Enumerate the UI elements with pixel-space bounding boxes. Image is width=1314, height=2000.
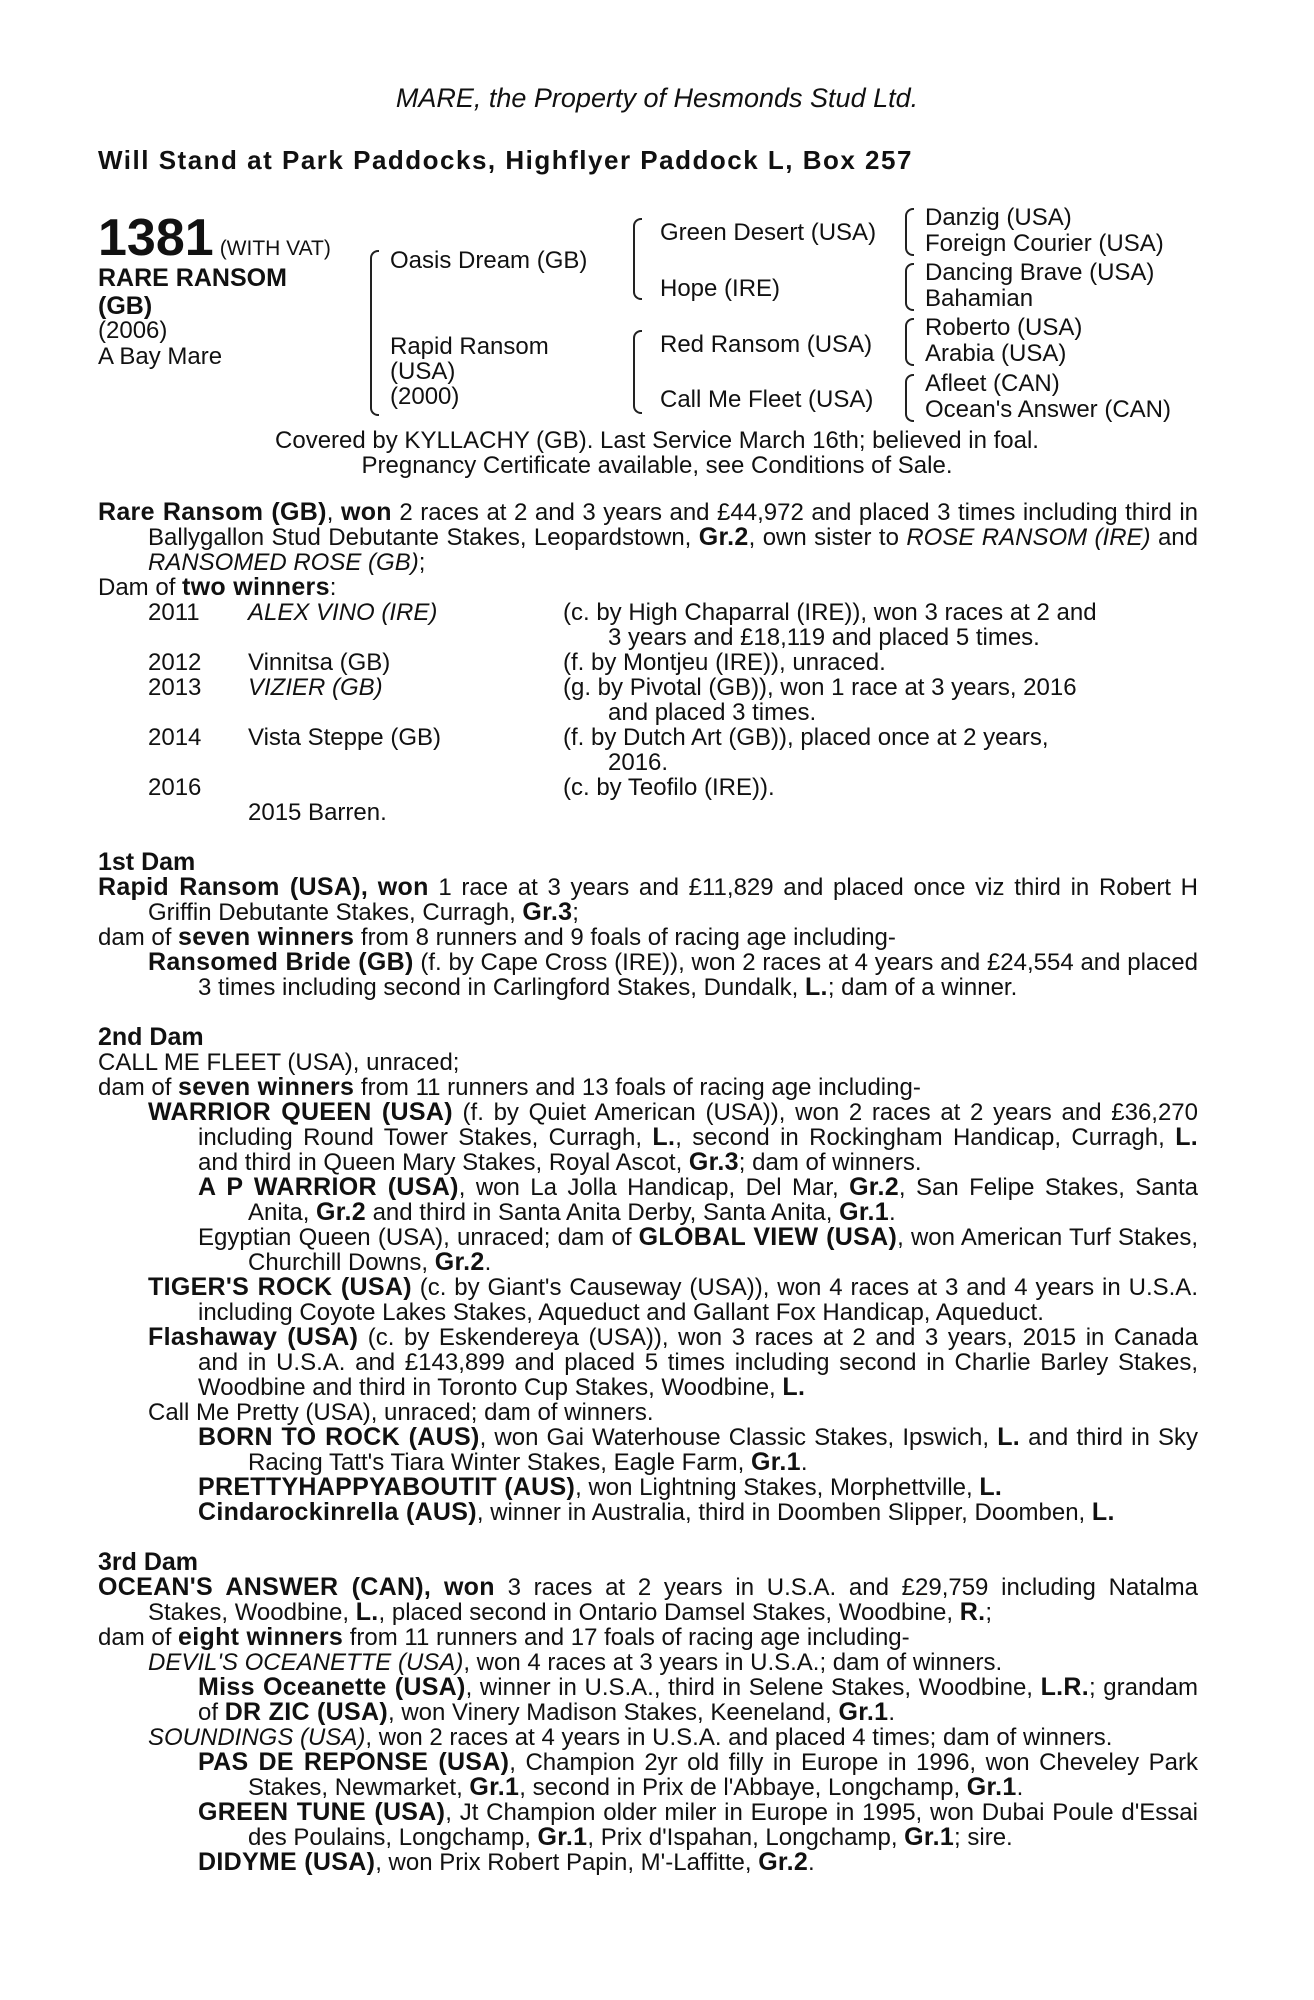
born-to-rock-text3: . <box>800 1449 808 1476</box>
tigers-rock-name: TIGER'S ROCK (USA) <box>148 1273 412 1301</box>
intro-won: won <box>340 498 392 526</box>
third-dam-damof-text: dam of <box>98 1624 179 1651</box>
devils-oceanette-name: DEVIL'S OCEANETTE (USA) <box>148 1649 464 1676</box>
warrior-queen-name: WARRIOR QUEEN (USA) <box>148 1098 453 1126</box>
third-dam-text2: , placed second in Ontario Damsel Stakes, Woodbine, <box>378 1599 960 1626</box>
prettyhappy-entry <box>98 1475 1198 1500</box>
first-dam-winners: seven winners <box>178 923 355 951</box>
ss-parents-brace <box>905 208 914 256</box>
miss-oceanette-text2: ; grandam of <box>198 1674 1198 1726</box>
pedigree-dam-line2: (USA) <box>390 358 456 385</box>
prettyhappy-text1: , won Lightning Stakes, Morphettville, <box>575 1474 980 1501</box>
pas-de-reponse-text1: , Champion 2yr old filly in Europe in 1996, won Cheveley Park Stakes, Newmarket, <box>248 1749 1198 1801</box>
flashaway-entry <box>98 1325 1198 1400</box>
miss-oceanette-grade: Gr.1 <box>838 1698 889 1726</box>
cindarockinrella-entry <box>98 1500 1198 1525</box>
pedigree-dsd: Arabia (USA) <box>925 340 1067 367</box>
call-me-pretty-entry: Call Me Pretty (USA), unraced; dam of winners. <box>148 1399 654 1426</box>
pedigree-sire: Oasis Dream (GB) <box>390 247 588 274</box>
first-dam-grade: Gr.3 <box>522 898 573 926</box>
green-tune-text2: , Prix d'Ispahan, Longchamp, <box>587 1824 905 1851</box>
third-dam-listed: L. <box>355 1598 379 1626</box>
didyme-entry <box>98 1850 1198 1875</box>
second-dam-line1: CALL ME FLEET (USA), unraced; <box>98 1049 460 1076</box>
first-dam-foal <box>98 950 1198 1000</box>
green-tune-text1: , Jt Champion older miler in Europe in 1995, won Dubai Poule d'Essai des Poulains, Longchamp, <box>248 1799 1198 1851</box>
flashaway-text1: (c. by Eskendereya (USA)), won 3 races at 2 and 3 years, 2015 in Canada and in U.S.A. and £143,899 and placed 5 times including second in Charlie Barley Stakes, Woodbine and third in Toronto Cup Stakes, Woodbine, <box>198 1324 1198 1401</box>
pedigree-ss: Green Desert (USA) <box>660 219 877 246</box>
third-dam-text3: ; <box>985 1599 992 1626</box>
sire-parents-brace <box>633 218 642 300</box>
third-dam-text1: 3 races at 2 years in U.S.A. and £29,759 including Natalma Stakes, Woodbine, <box>148 1574 1198 1626</box>
covered-note <box>0 428 1314 478</box>
third-dam-text4: from 11 runners and 17 foals of racing age including- <box>343 1624 910 1651</box>
pedigree-sss: Danzig (USA) <box>925 204 1072 231</box>
third-dam-won: won <box>443 1573 495 1601</box>
didyme-text2: . <box>808 1849 815 1876</box>
covered-line2: Pregnancy Certificate available, see Conditions of Sale. <box>361 452 953 479</box>
prettyhappy-name: PRETTYHAPPYABOUTIT (AUS) <box>198 1473 576 1501</box>
produce-year: 2016 <box>148 774 202 801</box>
pedigree-ssd: Foreign Courier (USA) <box>925 230 1164 257</box>
soundings-text1: , won 2 races at 4 years in U.S.A. and placed 4 times; dam of winners. <box>365 1724 1113 1751</box>
produce-year: 2012 <box>148 649 202 676</box>
born-to-rock-text2: and third in Sky Racing Tatt's Tiara Winter Stakes, Eagle Farm, <box>248 1424 1198 1476</box>
intro-horse-name: Rare Ransom (GB) <box>98 498 327 526</box>
dam-of-colon: : <box>329 574 337 601</box>
cindarockinrella-listed: L. <box>1091 1498 1115 1526</box>
pas-de-reponse-grade2: Gr.1 <box>966 1773 1017 1801</box>
first-dam-text2: ; <box>572 899 579 926</box>
produce-detail: (f. by Montjeu (IRE)), unraced. <box>563 649 886 676</box>
ap-warrior-text3: and third in Santa Anita Derby, Santa Anita, <box>365 1199 840 1226</box>
dr-zic-name: DR ZIC (USA) <box>224 1698 388 1726</box>
miss-oceanette-listed: L.R. <box>1040 1673 1089 1701</box>
horse-info <box>98 318 222 370</box>
second-dam-damof-text: dam of <box>98 1074 179 1101</box>
first-dam-foal-name: Ransomed Bride (GB) <box>148 948 414 976</box>
ap-warrior-name: A P WARRIOR (USA) <box>198 1173 459 1201</box>
produce-name: ALEX VINO (IRE) <box>248 599 438 626</box>
produce-year: 2014 <box>148 724 202 751</box>
ap-warrior-grade2: Gr.2 <box>316 1198 366 1226</box>
sire-dam-brace <box>370 250 379 416</box>
sd-parents-brace <box>905 263 914 311</box>
prettyhappy-listed: L. <box>979 1473 1003 1501</box>
cindarockinrella-name: Cindarockinrella (AUS) <box>198 1498 477 1526</box>
miss-oceanette-text4: . <box>888 1699 896 1726</box>
horse-name <box>98 264 287 320</box>
tigers-rock-entry <box>98 1275 1198 1325</box>
born-to-rock-name: BORN TO ROCK (AUS) <box>198 1423 480 1451</box>
horse-description: A Bay Mare <box>98 343 223 370</box>
green-tune-grade: Gr.1 <box>537 1823 588 1851</box>
pedigree-ds: Red Ransom (USA) <box>660 331 873 358</box>
horse-name-line2: (GB) <box>98 292 153 320</box>
soundings-entry <box>98 1725 1198 1750</box>
first-dam-foal-text2: ; dam of a winner. <box>827 974 1018 1001</box>
intro-paragraph: Rare Ransom (GB), won 2 races at 2 and 3 years and £44,972 and placed 3 times including third in Ballygallon Stud Debutante Stakes, Leopardstown, Gr.2, own sister to ROSE RANSOM (IRE) and RANSOMED ROSE (GB); <box>98 498 1198 576</box>
first-dam-won: won <box>377 873 429 901</box>
page-title: MARE, the Property of Hesmonds Stud Ltd. <box>395 83 919 113</box>
produce-name: VIZIER (GB) <box>248 674 383 701</box>
egyptian-queen-entry <box>98 1225 1198 1275</box>
dam-parents-brace <box>633 330 642 414</box>
miss-oceanette-text3: , won Vinery Madison Stakes, Keeneland, <box>388 1699 839 1726</box>
third-dam-damof <box>98 1625 1198 1650</box>
intro-sibling2: RANSOMED ROSE (GB) <box>148 549 419 576</box>
pas-de-reponse-grade: Gr.1 <box>469 1773 520 1801</box>
third-dam-heading: 3rd Dam <box>98 1548 199 1576</box>
didyme-grade: Gr.2 <box>758 1848 809 1876</box>
produce-name: Vista Steppe (GB) <box>248 724 441 751</box>
intro-text2: , own sister to <box>748 524 907 551</box>
green-tune-grade2: Gr.1 <box>904 1823 955 1851</box>
miss-oceanette-entry <box>98 1675 1198 1725</box>
green-tune-text3: ; sire. <box>954 1824 1013 1851</box>
pedigree-dam-line3: (2000) <box>390 383 460 410</box>
green-tune-name: GREEN TUNE (USA) <box>198 1798 446 1826</box>
first-dam-text3: from 8 runners and 9 foals of racing age including- <box>354 924 896 951</box>
first-dam-foal-listed: L. <box>804 973 828 1001</box>
born-to-rock-listed: L. <box>997 1423 1021 1451</box>
pas-de-reponse-entry <box>98 1750 1198 1800</box>
produce-detail: (c. by High Chaparral (IRE)), won 3 races at 2 and <box>563 599 1097 626</box>
vat-note: (WITH VAT) <box>219 237 331 260</box>
cindarockinrella-text1: , winner in Australia, third in Doomben Slipper, Doomben, <box>476 1499 1092 1526</box>
egyptian-queen-text2: , won American Turf Stakes, Churchill Downs, <box>248 1224 1198 1276</box>
ap-warrior-text2: , San Felipe Stakes, Santa Anita, <box>248 1174 1199 1226</box>
devils-oceanette-text1: , won 4 races at 3 years in U.S.A.; dam of winners. <box>463 1649 1003 1676</box>
produce-detail-cont: 2016. <box>608 749 669 776</box>
warrior-queen-text1: (f. by Quiet American (USA)), won 2 races at 2 years and £36,270 including Round Tower Stakes, Curragh, <box>198 1099 1198 1151</box>
third-dam-winners: eight winners <box>178 1623 344 1651</box>
produce-table <box>98 600 1198 800</box>
produce-detail-cont: and placed 3 times. <box>608 699 817 726</box>
produce-detail: (f. by Dutch Art (GB)), placed once at 2 years, <box>563 724 1049 751</box>
produce-detail: (c. by Teofilo (IRE)). <box>563 774 775 801</box>
second-dam-winners: seven winners <box>178 1073 355 1101</box>
global-view-name: GLOBAL VIEW (USA) <box>638 1223 898 1251</box>
flashaway-name: Flashaway (USA) <box>148 1323 359 1351</box>
egyptian-queen-grade: Gr.2 <box>434 1248 485 1276</box>
third-dam-restricted: R. <box>959 1598 986 1626</box>
ap-warrior-grade: Gr.2 <box>849 1173 899 1201</box>
third-dam-paragraph <box>98 1575 1198 1625</box>
didyme-name: DIDYME (USA) <box>198 1848 376 1876</box>
pedigree-ddd: Ocean's Answer (CAN) <box>925 396 1171 423</box>
pedigree-dss: Roberto (USA) <box>925 314 1083 341</box>
devils-oceanette-entry <box>98 1650 1198 1675</box>
warrior-queen-text4: ; dam of winners. <box>738 1149 922 1176</box>
horse-year: (2006) <box>98 317 168 344</box>
pedigree-dd: Call Me Fleet (USA) <box>660 386 874 413</box>
intro-text4: ; <box>418 549 426 576</box>
stand-location: Will Stand at Park Paddocks, Highflyer Paddock L, Box 257 <box>98 145 913 175</box>
egyptian-queen-text3: . <box>484 1249 492 1276</box>
first-dam-paragraph <box>98 875 1198 925</box>
pedigree-dam-line1: Rapid Ransom <box>390 333 549 360</box>
dam-of-line <box>98 575 1198 600</box>
pas-de-reponse-text3: . <box>1016 1774 1024 1801</box>
pedigree-dds: Afleet (CAN) <box>925 370 1060 397</box>
ap-warrior-grade3: Gr.1 <box>839 1198 889 1226</box>
produce-name: Vinnitsa (GB) <box>248 649 391 676</box>
ap-warrior-text4: . <box>888 1199 896 1226</box>
warrior-queen-text3: and third in Queen Mary Stakes, Royal Ascot, <box>198 1149 689 1176</box>
pedigree-sdd: Bahamian <box>925 285 1034 312</box>
miss-oceanette-name: Miss Oceanette (USA) <box>198 1673 466 1701</box>
first-dam-heading: 1st Dam <box>98 848 196 876</box>
soundings-name: SOUNDINGS (USA) <box>148 1724 366 1751</box>
first-dam-text1: 1 race at 3 years and £11,829 and placed once viz third in Robert H Griffin Debutante Stakes, Curragh, <box>148 874 1198 926</box>
first-dam-damof <box>98 925 1198 950</box>
ds-parents-brace <box>905 318 914 366</box>
ap-warrior-text1: , won La Jolla Handicap, Del Mar, <box>458 1174 850 1201</box>
green-tune-entry <box>98 1800 1198 1850</box>
born-to-rock-entry <box>98 1425 1198 1475</box>
pas-de-reponse-text2: , second in Prix de l'Abbaye, Longchamp, <box>519 1774 967 1801</box>
lot-number: 1381 <box>98 209 214 267</box>
miss-oceanette-text1: , winner in U.S.A., third in Selene Stakes, Woodbine, <box>465 1674 1041 1701</box>
warrior-queen-listed: L. <box>652 1123 676 1151</box>
pedigree-dam <box>390 334 549 409</box>
intro-sibling1: ROSE RANSOM (IRE) <box>906 524 1151 551</box>
barren-note: 2015 Barren. <box>248 799 387 826</box>
lot-heading <box>98 209 331 267</box>
second-dam-text1: from 11 runners and 13 foals of racing age including- <box>354 1074 921 1101</box>
second-dam-damof <box>98 1075 1198 1100</box>
ap-warrior-entry <box>98 1175 1198 1225</box>
intro-grade: Gr.2 <box>698 523 749 551</box>
warrior-queen-entry <box>98 1100 1198 1175</box>
pedigree-sd: Hope (IRE) <box>660 275 781 302</box>
warrior-queen-text2: , second in Rockingham Handicap, Curragh, <box>675 1124 1176 1151</box>
dd-parents-brace <box>905 374 914 422</box>
covered-line1: Covered by KYLLACHY (GB). Last Service March 16th; believed in foal. <box>275 427 1039 454</box>
born-to-rock-text1: , won Gai Waterhouse Classic Stakes, Ipswich, <box>479 1424 998 1451</box>
produce-detail-cont: 3 years and £18,119 and placed 5 times. <box>608 624 1040 651</box>
first-dam-foal-text1: (f. by Cape Cross (IRE)), won 2 races at 4 years and £24,554 and placed 3 times including second in Carlingford Stakes, Dundalk, <box>198 949 1198 1001</box>
first-dam-name: Rapid Ransom (USA), <box>98 873 369 901</box>
warrior-queen-listed2: L. <box>1175 1123 1199 1151</box>
produce-year: 2011 <box>148 599 200 626</box>
horse-name-line1: RARE RANSOM <box>98 264 287 292</box>
warrior-queen-grade: Gr.3 <box>688 1148 739 1176</box>
tigers-rock-text1: (c. by Giant's Causeway (USA)), won 4 races at 3 and 4 years in U.S.A. including Coyote Lakes Stakes, Aqueduct and Gallant Fox Handicap, Aqueduct. <box>198 1274 1198 1326</box>
produce-detail: (g. by Pivotal (GB)), won 1 race at 3 years, 2016 <box>563 674 1077 701</box>
egyptian-queen-text1: Egyptian Queen (USA), unraced; dam of <box>198 1224 639 1251</box>
catalogue-body <box>98 500 1198 1875</box>
dam-of-winners: two winners <box>182 573 330 601</box>
didyme-text1: , won Prix Robert Papin, M'-Laffitte, <box>375 1849 759 1876</box>
flashaway-listed: L. <box>782 1373 806 1401</box>
third-dam-name: OCEAN'S ANSWER (CAN), <box>98 1573 432 1601</box>
intro-text1: 2 races at 2 and 3 years and £44,972 and placed 3 times including third in Ballygallon Stud Debutante Stakes, Leopardstown, <box>148 499 1198 551</box>
produce-year: 2013 <box>148 674 202 701</box>
dam-of-text: Dam of <box>98 574 183 601</box>
intro-text3: and <box>1150 524 1198 551</box>
pedigree-sds: Dancing Brave (USA) <box>925 259 1155 286</box>
second-dam-heading: 2nd Dam <box>98 1023 204 1051</box>
first-dam-damof-text: dam of <box>98 924 179 951</box>
born-to-rock-grade: Gr.1 <box>751 1448 801 1476</box>
pas-de-reponse-name: PAS DE REPONSE (USA) <box>198 1748 510 1776</box>
